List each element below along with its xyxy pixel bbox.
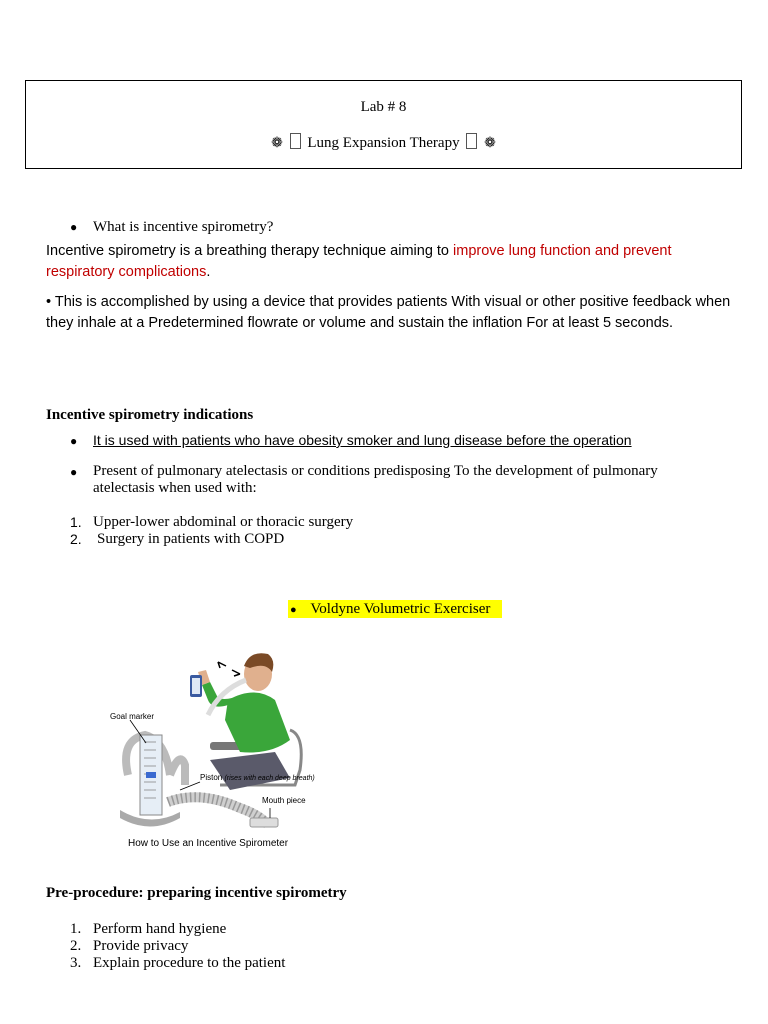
- indication-item-2: Surgery in patients with COPD: [97, 531, 285, 547]
- piston-note: (rises with each deep breath): [224, 775, 315, 782]
- preprocedure-heading: Pre-procedure: preparing incentive spirometry: [46, 885, 347, 901]
- list-item: 1. Perform hand hygiene: [70, 921, 227, 937]
- lab-number: Lab # 8: [360, 99, 407, 115]
- bullet-icon: ●: [70, 220, 78, 234]
- indication-item-1: Upper-lower abdominal or thoracic surgery: [93, 514, 354, 530]
- figure-caption: How to Use an Incentive Spirometer: [128, 838, 289, 849]
- definition-prefix: Incentive spirometry is a breathing therapy technique aiming to: [46, 243, 454, 259]
- piston-label: Piston (rises with each deep breath): [200, 773, 315, 782]
- header-box: [25, 80, 742, 169]
- bullet-icon: ●: [70, 465, 78, 479]
- title-text: Lung Expansion Therapy: [307, 135, 460, 151]
- list-item: 2. Provide privacy: [70, 938, 189, 954]
- goal-marker-label: Goal marker: [110, 712, 155, 721]
- bullet-icon: ●: [290, 604, 297, 616]
- definition-suffix: .: [206, 264, 211, 280]
- voldyne-label: ● Voldyne Volumetric Exerciser: [288, 600, 502, 618]
- indication-bullet-1: It is used with patients who have obesity smoker and lung disease before the operation: [93, 432, 632, 448]
- definition-highlight: improve lung function and prevent respiratory complications: [46, 243, 672, 280]
- list-number: 2.: [70, 531, 82, 547]
- mouth-piece-label: Mouth piece: [262, 796, 306, 805]
- bullet-icon: ●: [70, 434, 78, 448]
- list-number: 1.: [70, 514, 82, 530]
- question-text: What is incentive spirometry?: [93, 219, 274, 235]
- preprocedure-list: [70, 921, 285, 972]
- list-item: 3. Explain procedure to the patient: [70, 955, 286, 971]
- accomplished-paragraph: • This is accomplished by using a device that provides patients With visual or other positive feedback when they inhale at a Predetermined flowrate or volume and sustain the inflation For at least 5 seconds.: [46, 294, 731, 331]
- flower-icon: ❁: [484, 136, 496, 151]
- indication-bullet-2: Present of pulmonary atelectasis or conditions predisposing To the development of pulmonary atelectasis when used with:: [93, 463, 658, 496]
- spirometer-illustration: [100, 640, 340, 855]
- page-title: [26, 133, 741, 152]
- indications-heading: Incentive spirometry indications: [46, 407, 254, 423]
- missing-glyph-icon: [466, 133, 477, 149]
- flower-icon: ❁: [271, 136, 283, 151]
- missing-glyph-icon: [290, 133, 301, 149]
- definition-paragraph: [46, 241, 736, 283]
- spirometer-figure: [100, 640, 340, 855]
